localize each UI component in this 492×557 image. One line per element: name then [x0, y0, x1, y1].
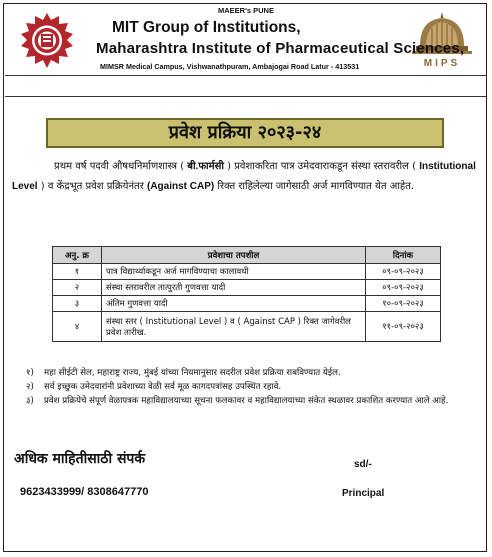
admission-schedule-table [52, 246, 441, 342]
org-name-line2: Maharashtra Institute of Pharmaceutical Sciences, [96, 40, 465, 57]
society-name: MAEER's PUNE [218, 6, 274, 15]
signature-mark: sd/- [354, 459, 372, 470]
intro-paragraph: प्रथम वर्ष पदवी औषधनिर्माणशास्त्र ( बी.फार्मसी ) प्रवेशाकरिता पात्र उमेदवाराकडून संस्था स्तरावरील ( Institutional Level ) व केंद्रभूत प्रवेश प्रक्रियेनंतर (Against CAP) रिक्त राहिलेल्या जागेसाठी अर्ज मागविण्यात येत आहेत. [12, 161, 476, 192]
table-row: ३ अंतिम गुणवत्ता यादी १०-०९-२०२३ [53, 296, 441, 312]
campus-address: MIMSR Medical Campus, Vishwanathpuram, Ambajogai Road Latur - 413531 [100, 62, 360, 71]
list-item: १) महा सीईटी सेल, महाराष्ट्र राज्य, मुंबई यांच्या नियमानुसार सदरील प्रवेश प्रक्रिया राबविण्यात येईल. [26, 368, 341, 378]
table-row: १ पात्र विद्यार्थ्याकडून अर्ज मागविण्याचा कालावधी ०९-०९-२०२३ [53, 264, 441, 280]
signatory-title: Principal [342, 488, 385, 499]
contact-phones: 9623433999/ 8308647770 [20, 486, 149, 498]
table-row: ४ संस्था स्तर ( Institutional Level ) व ( Against CAP ) रिक्त जागेवरील प्रवेश तारीख. ११-०९-२०२३ [53, 312, 441, 342]
notice-title: प्रवेश प्रक्रिया २०२३-२४ [46, 118, 444, 148]
col-header-number: अनु. क्र [53, 247, 102, 264]
header-divider [5, 75, 486, 76]
notes-list [26, 366, 482, 408]
contact-heading: अधिक माहितीसाठी संपर्क [14, 451, 146, 467]
org-name-line1: MIT Group of Institutions, [112, 19, 301, 36]
mips-logo-text: MIPS [423, 58, 461, 69]
col-header-detail: प्रवेशाचा तपशील [102, 247, 366, 264]
mips-dome-logo-icon [406, 8, 478, 70]
col-header-date: दिनांक [366, 247, 441, 264]
mit-logo-icon [18, 12, 76, 70]
list-item: २) सर्व इच्छुक उमेदवारांनी प्रवेशाच्या वेळी सर्व मूळ कागदपत्रांसह उपस्थित रहावे. [26, 382, 282, 392]
list-item: ३) प्रवेश प्रक्रियेचे संपूर्ण वेळापत्रक महाविद्यालयाच्या सूचना फलकावर व महाविद्यालयाच्या संकेत स्थळावर प्रकाशित करण्यात आले आहे. [26, 396, 449, 406]
header-divider-2 [5, 96, 486, 97]
table-row: २ संस्था स्तरावरील तात्पुरती गुणवत्ता यादी ०९-०९-२०२३ [53, 280, 441, 296]
